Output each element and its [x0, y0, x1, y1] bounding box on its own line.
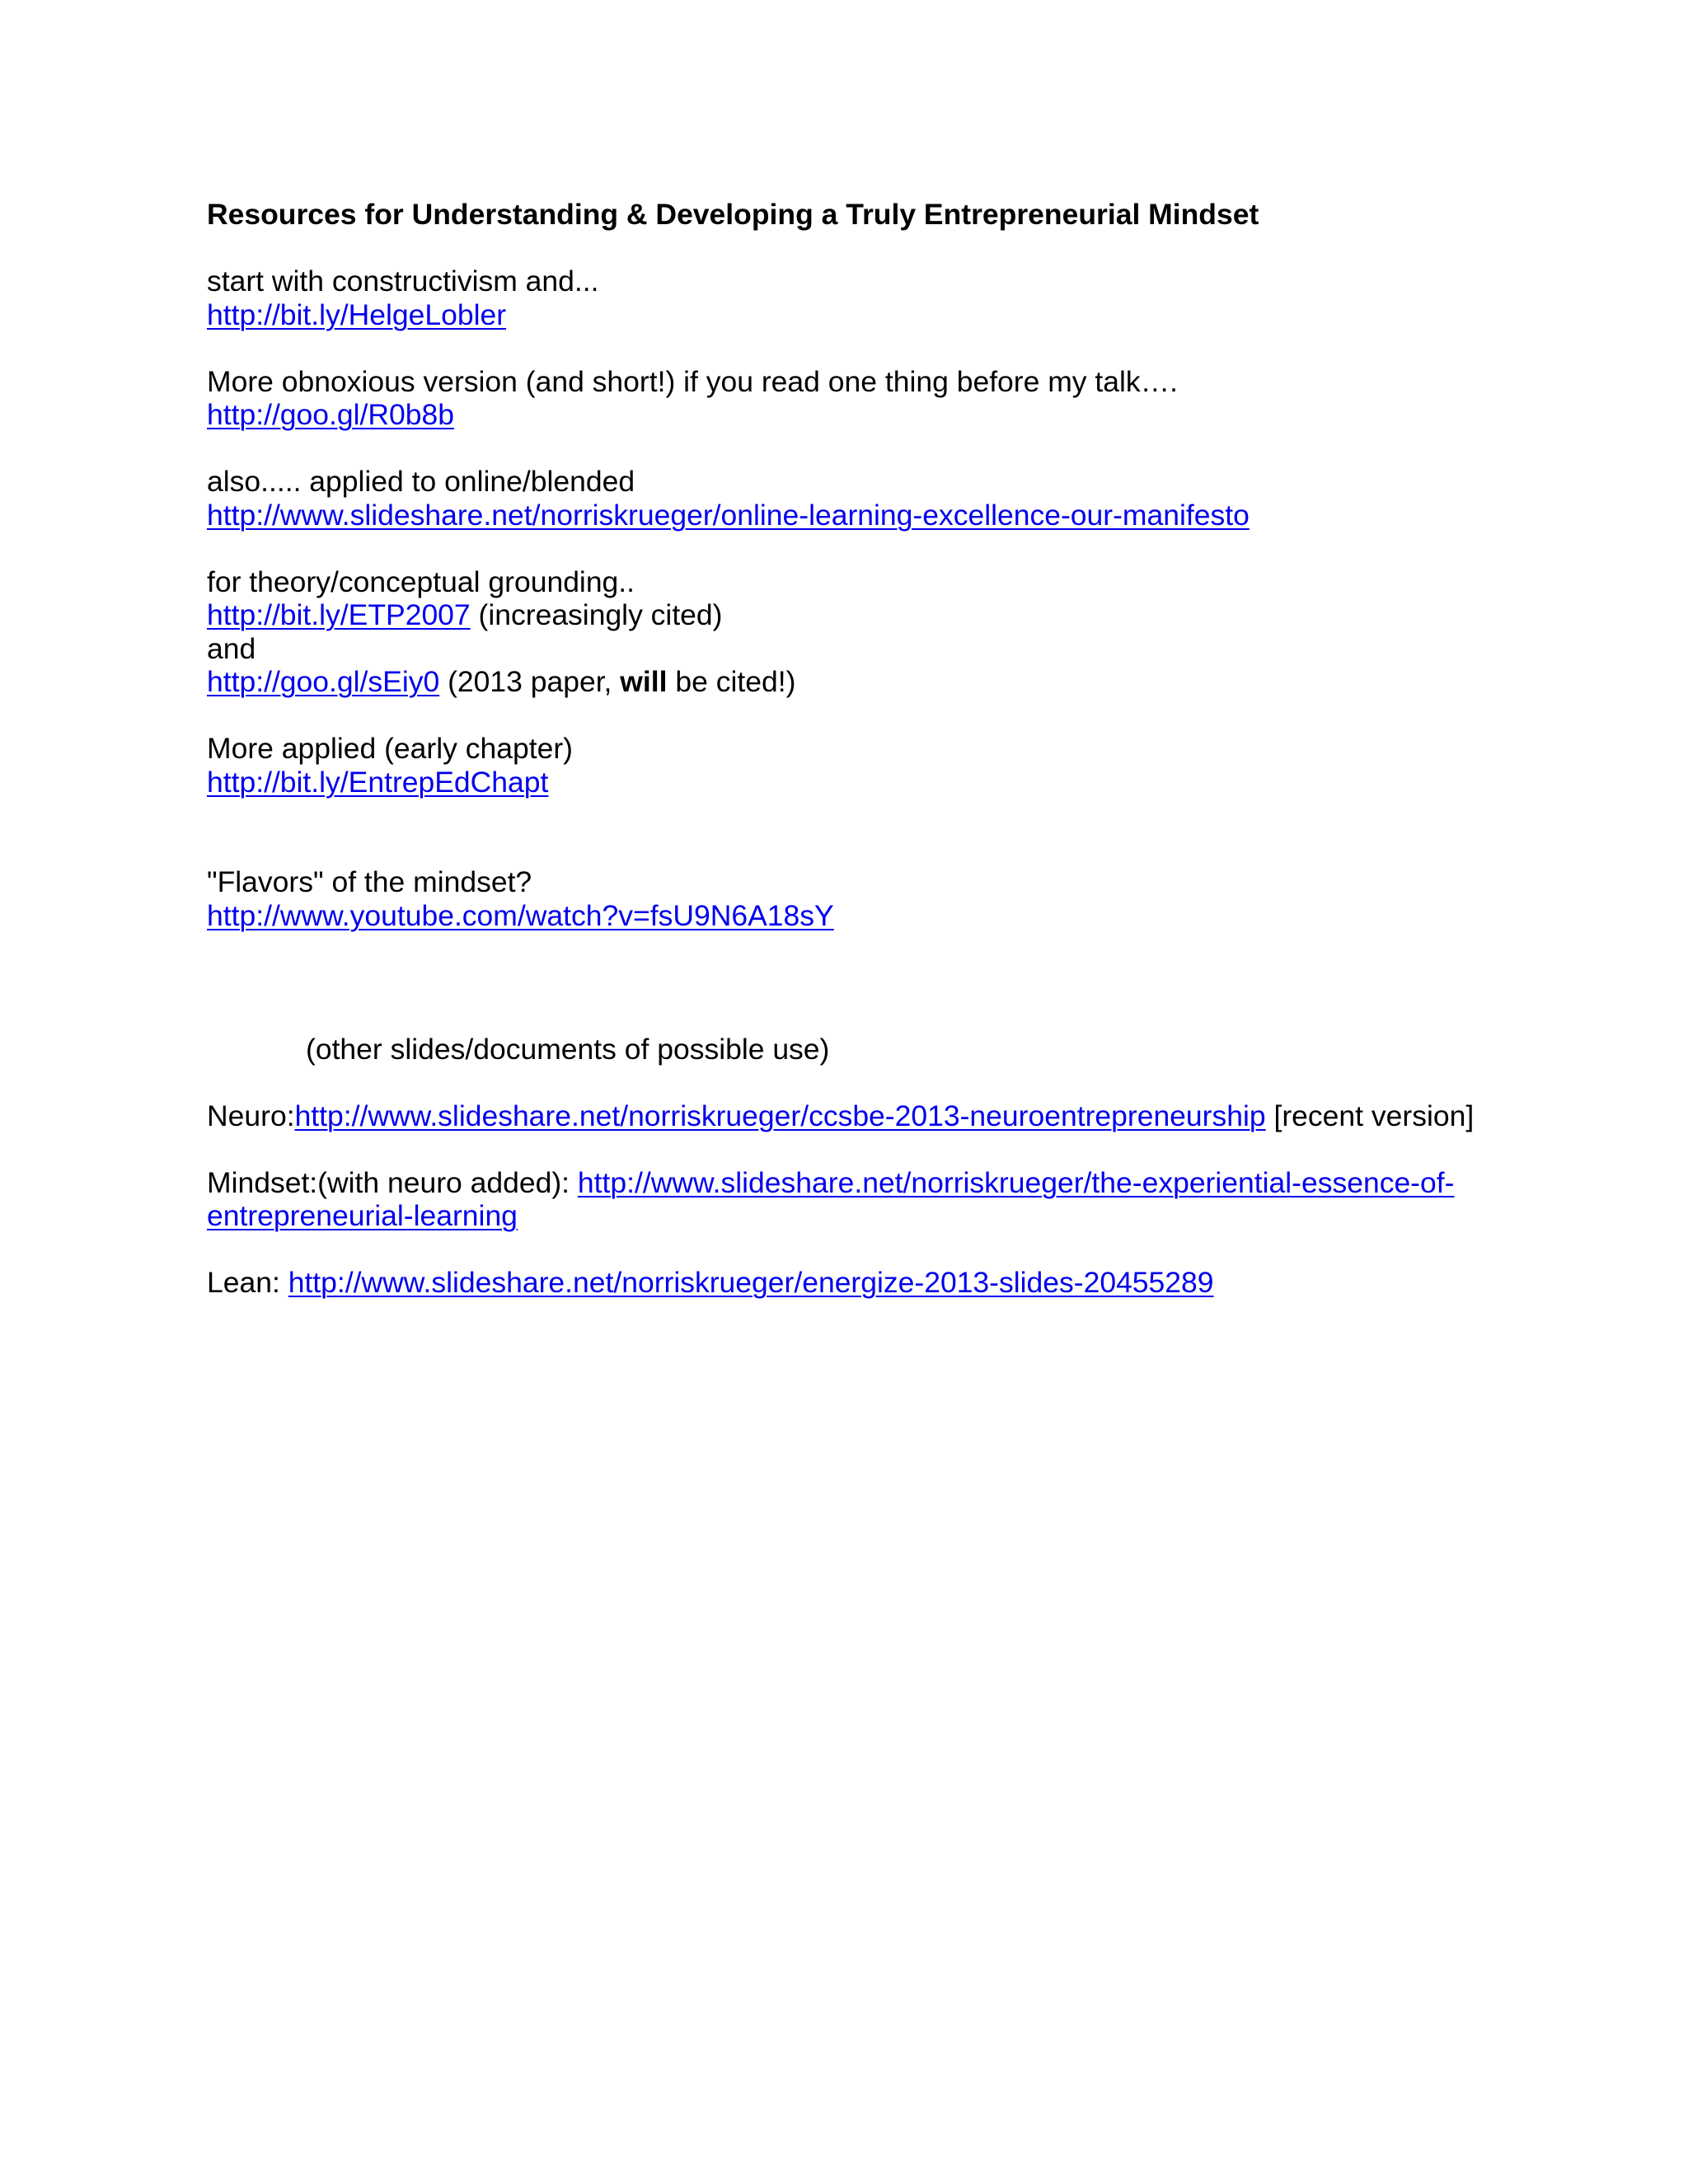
entrep-ed-chapt-link[interactable]: http://bit.ly/EntrepEdChapt — [207, 765, 549, 799]
obnoxious-version-intro: More obnoxious version (and short!) if you read one thing before my talk…. — [207, 364, 1179, 398]
seiy0-note-pre: (2013 paper, — [439, 665, 621, 698]
mindset-label: Mindset:(with neuro added): — [207, 1165, 578, 1199]
goo-gl-seiy0-link[interactable]: http://goo.gl/sEiy0 — [207, 665, 440, 698]
neuroentrepreneurship-link[interactable]: http://www.slideshare.net/norriskrueger/ccsbe-2013-neuroentrepreneurship — [294, 1099, 1266, 1132]
etp2007-note: (increasingly cited) — [470, 598, 723, 631]
etp2007-link[interactable]: http://bit.ly/ETP2007 — [207, 598, 471, 631]
other-slides-heading: (other slides/documents of possible use) — [306, 1032, 830, 1066]
online-blended-intro: also..... applied to online/blended — [207, 465, 635, 498]
neuro-label: Neuro: — [207, 1099, 295, 1132]
theory-grounding-intro: for theory/conceptual grounding.. — [207, 565, 635, 598]
constructivism-intro: start with constructivism and... — [207, 265, 599, 298]
lean-label: Lean: — [207, 1266, 288, 1299]
experiential-essence-link-part2[interactable]: entrepreneurial-learning — [207, 1199, 518, 1232]
neuro-note: [recent version] — [1265, 1099, 1475, 1132]
online-learning-manifesto-link[interactable]: http://www.slideshare.net/norriskrueger/online-learning-excellence-our-manifesto — [207, 498, 1250, 532]
applied-chapter-intro: More applied (early chapter) — [207, 732, 573, 765]
document-body — [207, 198, 1493, 1300]
helge-lobler-link[interactable]: http://bit.ly/HelgeLobler — [207, 298, 507, 331]
flavors-intro: "Flavors" of the mindset? — [207, 865, 532, 898]
seiy0-note-post: be cited!) — [667, 665, 796, 698]
energize-2013-link[interactable]: http://www.slideshare.net/norriskrueger/energize-2013-slides-20455289 — [288, 1266, 1214, 1299]
seiy0-note-bold: will — [620, 665, 668, 698]
document-title: Resources for Understanding & Developing a Truly Entrepreneurial Mindset — [207, 198, 1259, 231]
experiential-essence-link-part1[interactable]: http://www.slideshare.net/norriskrueger/the-experiential-essence-of- — [577, 1165, 1455, 1199]
youtube-flavors-link[interactable]: http://www.youtube.com/watch?v=fsU9N6A18sY — [207, 898, 834, 932]
and-text: and — [207, 631, 256, 665]
goo-gl-r0b8b-link[interactable]: http://goo.gl/R0b8b — [207, 398, 454, 431]
